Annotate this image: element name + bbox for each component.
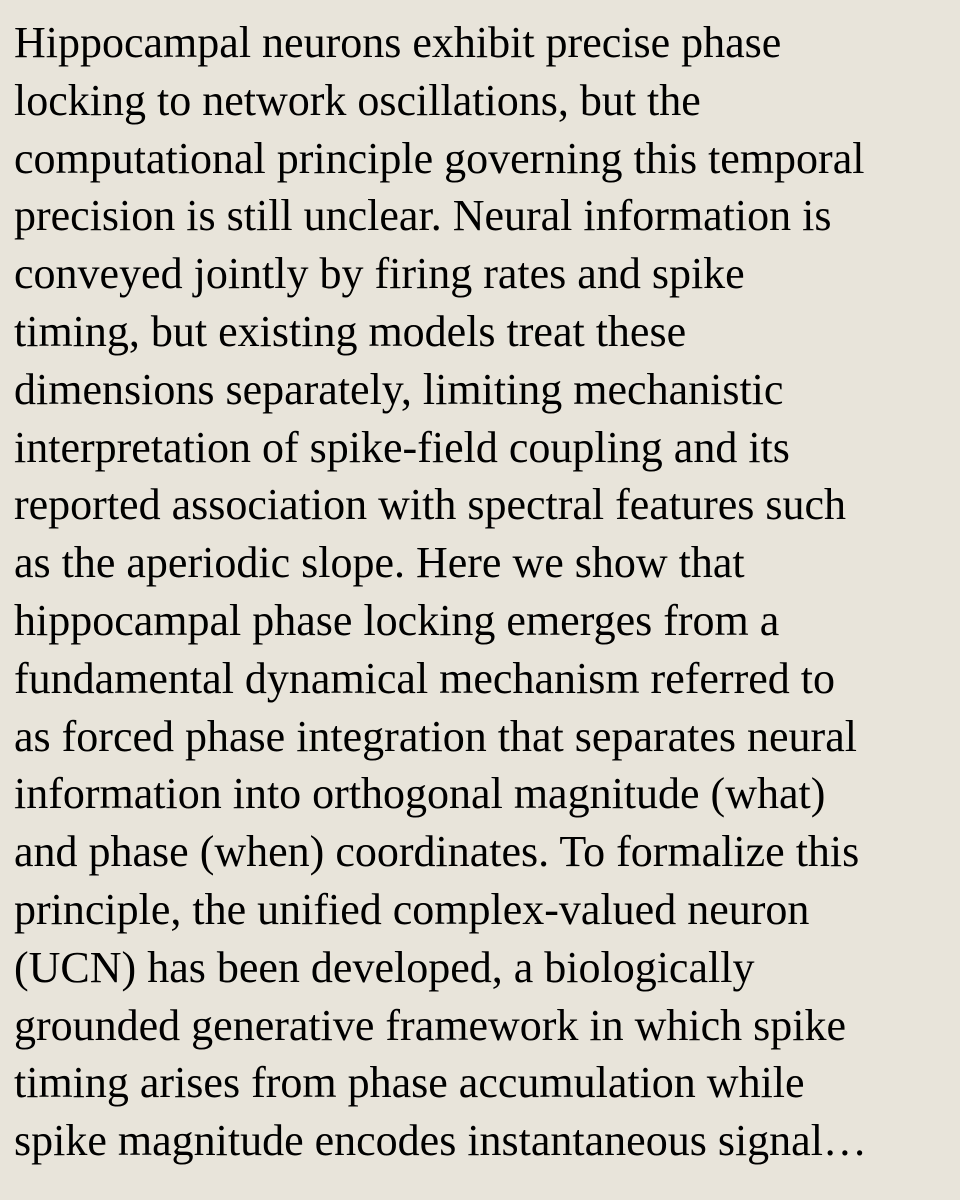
abstract-line: timing arises from phase accumulation while: [14, 1058, 805, 1108]
abstract-line: interpretation of spike-field coupling and its: [14, 422, 790, 472]
abstract-line: principle, the unified complex-valued neuron: [14, 884, 810, 934]
abstract-line: hippocampal phase locking emerges from a: [14, 595, 780, 645]
abstract-line: grounded generative framework in which spike: [14, 1000, 847, 1050]
abstract-line: as forced phase integration that separates neural: [14, 711, 857, 761]
abstract-line: fundamental dynamical mechanism referred to: [14, 653, 835, 703]
abstract-line: precision is still unclear. Neural information is: [14, 191, 832, 241]
abstract-line: as the aperiodic slope. Here we show that: [14, 538, 745, 588]
abstract-line: dimensions separately, limiting mechanistic: [14, 364, 784, 414]
abstract-line: information into orthogonal magnitude (what): [14, 769, 826, 819]
abstract-line: computational principle governing this temporal: [14, 133, 865, 183]
abstract-line: (UCN) has been developed, a biologically: [14, 942, 755, 992]
abstract-line: timing, but existing models treat these: [14, 306, 687, 356]
abstract-line: conveyed jointly by firing rates and spike: [14, 249, 745, 299]
abstract-line: Hippocampal neurons exhibit precise phase: [14, 18, 782, 67]
abstract-line: reported association with spectral features such: [14, 480, 847, 530]
abstract-line: locking to network oscillations, but the: [14, 75, 701, 125]
abstract-text: [14, 14, 950, 1170]
abstract-line: and phase (when) coordinates. To formalize this: [14, 827, 860, 877]
abstract-line: spike magnitude encodes instantaneous signal…: [14, 1116, 867, 1166]
